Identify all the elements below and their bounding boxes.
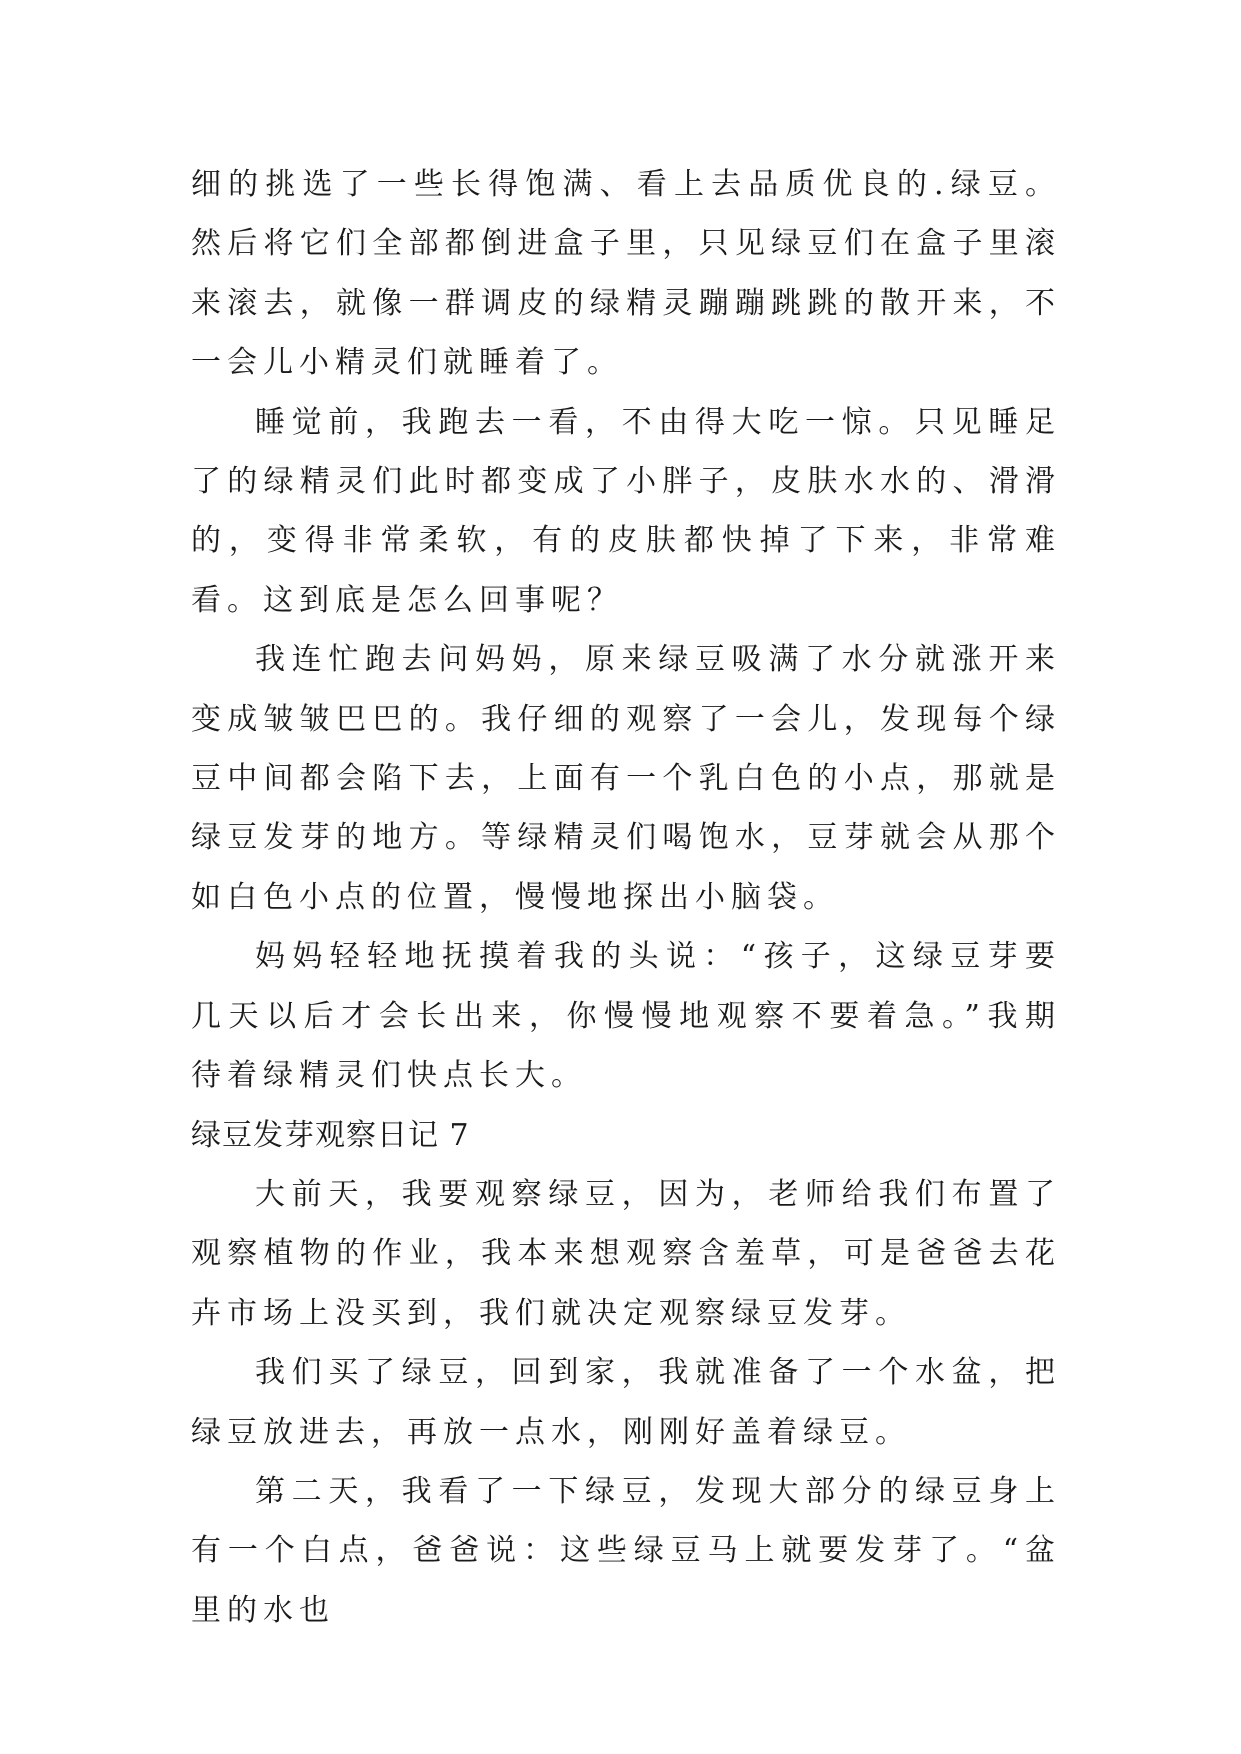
document-body: [191, 155, 1061, 1640]
paragraph-bought-beans: 我们买了绿豆，回到家，我就准备了一个水盆，把绿豆放进去，再放一点水，刚刚好盖着绿豆。: [191, 1355, 1061, 1450]
paragraph-continued: 细的挑选了一些长得饱满、看上去品质优良的.绿豆。然后将它们全部都倒进盒子里，只见绿豆们在盒子里滚来滚去，就像一群调皮的绿精灵蹦蹦跳跳的散开来，不一会儿小精灵们就睡着了。: [191, 167, 1061, 381]
paragraph-second-day: 第二天，我看了一下绿豆，发现大部分的绿豆身上有一个白点，爸爸说：这些绿豆马上就要发芽了。“盆里的水也: [191, 1473, 1061, 1628]
paragraph-mom-says: 妈妈轻轻地抚摸着我的头说：“孩子，这绿豆芽要几天以后才会长出来，你慢慢地观察不要着急。”我期待着绿精灵们快点长大。: [191, 939, 1061, 1094]
paragraph-ask-mom: 我连忙跑去问妈妈，原来绿豆吸满了水分就涨开来变成皱皱巴巴的。我仔细的观察了一会儿，发现每个绿豆中间都会陷下去，上面有一个乳白色的小点，那就是绿豆发芽的地方。等绿精灵们喝饱水，豆芽就会从那个如白色小点的位置，慢慢地探出小脑袋。: [191, 642, 1061, 915]
paragraph-three-days-ago: 大前天，我要观察绿豆，因为，老师给我们布置了观察植物的作业，我本来想观察含羞草，可是爸爸去花卉市场上没买到，我们就决定观察绿豆发芽。: [191, 1176, 1061, 1331]
paragraph-bedtime: 睡觉前，我跑去一看，不由得大吃一惊。只见睡足了的绿精灵们此时都变成了小胖子，皮肤水水的、滑滑的，变得非常柔软，有的皮肤都快掉了下来，非常难看。这到底是怎么回事呢？: [191, 404, 1061, 618]
section-heading: 绿豆发芽观察日记 7: [191, 1117, 470, 1153]
